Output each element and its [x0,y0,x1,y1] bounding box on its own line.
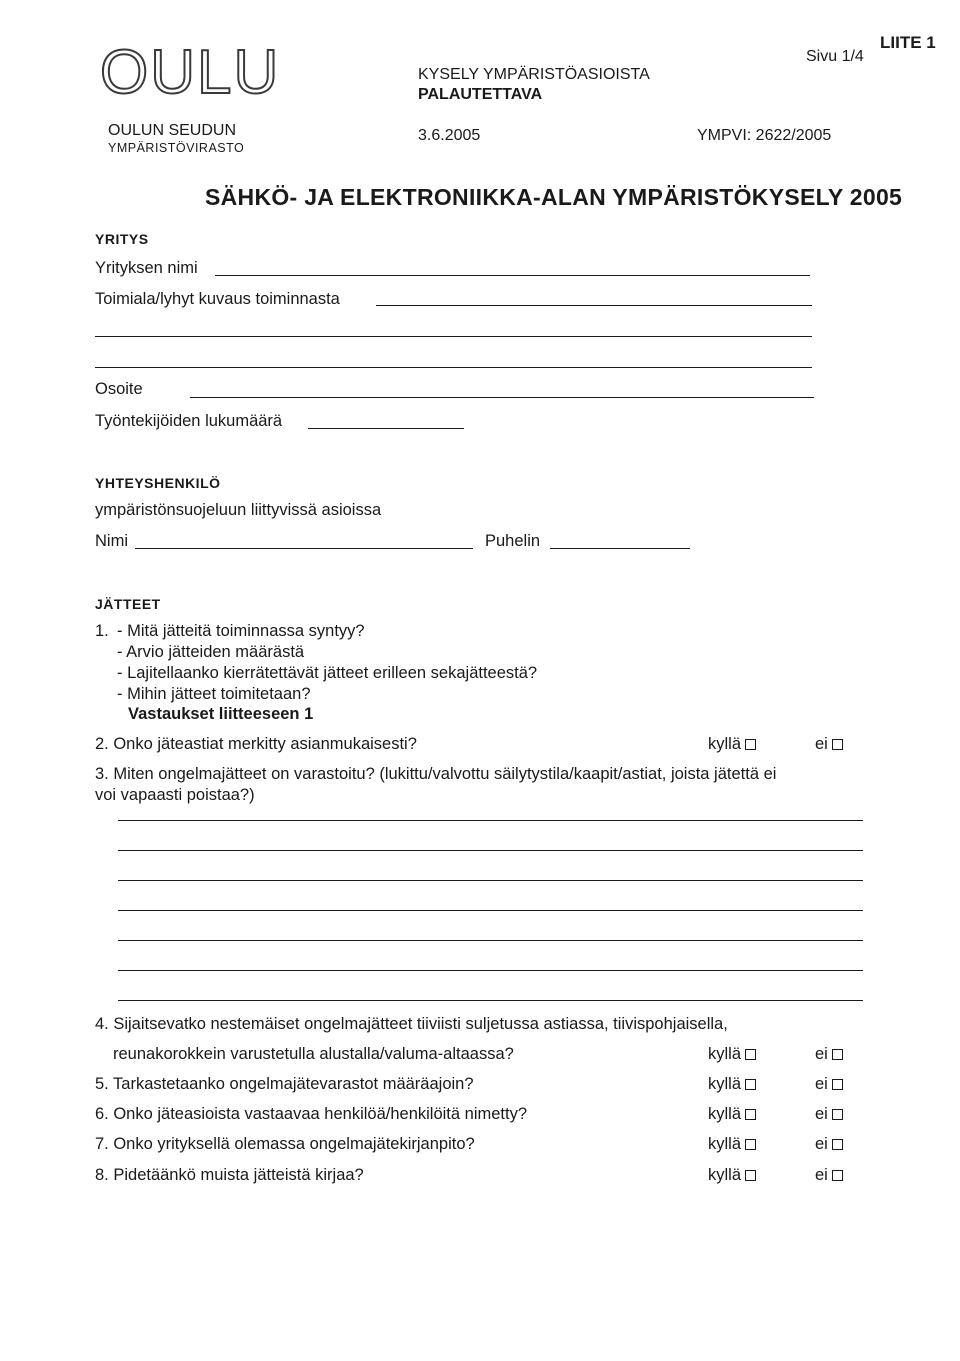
form-title: KYSELY YMPÄRISTÖASIOISTA [418,66,650,83]
q8-no-option[interactable] [815,1166,843,1185]
q3-answer-line[interactable] [118,880,863,881]
attachment-label: LIITE 1 [880,33,936,52]
q6-yes-option[interactable] [708,1105,756,1124]
org-name: OULUN SEUDUN [108,122,237,139]
q8-yes-checkbox[interactable] [745,1170,756,1181]
q7-no-label: ei [815,1135,828,1153]
form-date: 3.6.2005 [418,127,481,144]
q5-no-label: ei [815,1075,828,1093]
q8-no-label: ei [815,1166,828,1184]
q6-yes-checkbox[interactable] [745,1109,756,1120]
question-3-continued: voi vapaasti poistaa?) [95,786,255,804]
company-name-label: Yrityksen nimi [95,259,198,277]
q6-no-option[interactable] [815,1105,843,1124]
employees-label: Työntekijöiden lukumäärä [95,412,283,430]
answer-note: Vastaukset liitteeseen 1 [128,705,314,723]
industry-field-line-3[interactable] [95,367,812,368]
form-return-note: PALAUTETTAVA [418,86,543,103]
page-title: SÄHKÖ- JA ELEKTRONIIKKA-ALAN YMPÄRISTÖKYSELY 2005 [205,184,903,210]
q2-no-label: ei [815,735,828,753]
q2-yes-label: kyllä [708,735,742,753]
question-1-line: - Mihin jätteet toimitetaan? [117,685,311,703]
org-department: YMPÄRISTÖVIRASTO [108,141,245,155]
industry-field-line-2[interactable] [95,336,812,337]
q4-no-checkbox[interactable] [832,1049,843,1060]
q4-yes-label: kyllä [708,1045,742,1063]
q5-yes-checkbox[interactable] [745,1079,756,1090]
question-8: 8. Pidetäänkö muista jätteistä kirjaa? [95,1166,364,1184]
question-4: 4. Sijaitsevatko nestemäiset ongelmajätteet tiiviisti suljetussa astiassa, tiivispohjaisella, [95,1015,728,1033]
reference-number: YMPVI: 2622/2005 [697,127,832,144]
q3-answer-line[interactable] [118,910,863,911]
q5-yes-label: kyllä [708,1075,742,1093]
q2-no-checkbox[interactable] [832,739,843,750]
question-6: 6. Onko jäteasioista vastaavaa henkilöä/henkilöitä nimetty? [95,1105,528,1123]
q8-no-checkbox[interactable] [832,1170,843,1181]
question-1-number: 1. [95,622,109,640]
q7-yes-label: kyllä [708,1135,742,1153]
company-name-field[interactable] [215,275,810,276]
question-1-line: - Lajitellaanko kierrätettävät jätteet erilleen sekajätteestä? [117,664,538,682]
q8-yes-label: kyllä [708,1166,742,1184]
question-3: 3. Miten ongelmajätteet on varastoitu? (lukittu/valvottu säilytystila/kaapit/astiat, joista jätettä ei [95,765,777,783]
question-4-continued: reunakorokkein varustetulla alustalla/valuma-altaassa? [113,1045,514,1063]
q7-no-option[interactable] [815,1135,843,1154]
oulu-logo: OULU [100,38,281,107]
section-waste: JÄTTEET [95,596,161,612]
section-company: YRITYS [95,231,149,247]
q5-no-checkbox[interactable] [832,1079,843,1090]
q4-no-option[interactable] [815,1045,843,1064]
q4-yes-checkbox[interactable] [745,1049,756,1060]
q7-no-checkbox[interactable] [832,1139,843,1150]
q7-yes-option[interactable] [708,1135,756,1154]
q4-yes-option[interactable] [708,1045,756,1064]
question-1-line: - Mitä jätteitä toiminnassa syntyy? [117,622,365,640]
phone-label: Puhelin [485,532,541,550]
q3-answer-line[interactable] [118,970,863,971]
contact-name-field[interactable] [135,548,473,549]
q6-no-label: ei [815,1105,828,1123]
q5-yes-option[interactable] [708,1075,756,1094]
industry-label: Toimiala/lyhyt kuvaus toiminnasta [95,290,340,308]
q3-answer-line[interactable] [118,820,863,821]
q3-answer-line[interactable] [118,1000,863,1001]
q2-yes-checkbox[interactable] [745,739,756,750]
q6-yes-label: kyllä [708,1105,742,1123]
question-7: 7. Onko yrityksellä olemassa ongelmajätekirjanpito? [95,1135,475,1153]
q4-no-label: ei [815,1045,828,1063]
q3-answer-line[interactable] [118,940,863,941]
q2-no-option[interactable] [815,735,843,754]
employees-field[interactable] [308,428,464,429]
q3-answer-line[interactable] [118,850,863,851]
question-1-line: - Arvio jätteiden määrästä [117,643,305,661]
industry-field[interactable] [376,305,812,306]
question-5: 5. Tarkastetaanko ongelmajätevarastot määräajoin? [95,1075,474,1093]
q7-yes-checkbox[interactable] [745,1139,756,1150]
question-2: 2. Onko jäteastiat merkitty asianmukaisesti? [95,735,417,753]
q2-yes-option[interactable] [708,735,756,754]
q5-no-option[interactable] [815,1075,843,1094]
contact-name-label: Nimi [95,532,128,550]
q8-yes-option[interactable] [708,1166,756,1185]
section-contact: YHTEYSHENKILÖ [95,475,221,491]
page-number: Sivu 1/4 [806,48,864,65]
address-field[interactable] [190,397,814,398]
q6-no-checkbox[interactable] [832,1109,843,1120]
address-label: Osoite [95,380,143,398]
phone-field[interactable] [550,548,690,549]
contact-subtitle: ympäristönsuojeluun liittyvissä asioissa [95,501,382,519]
